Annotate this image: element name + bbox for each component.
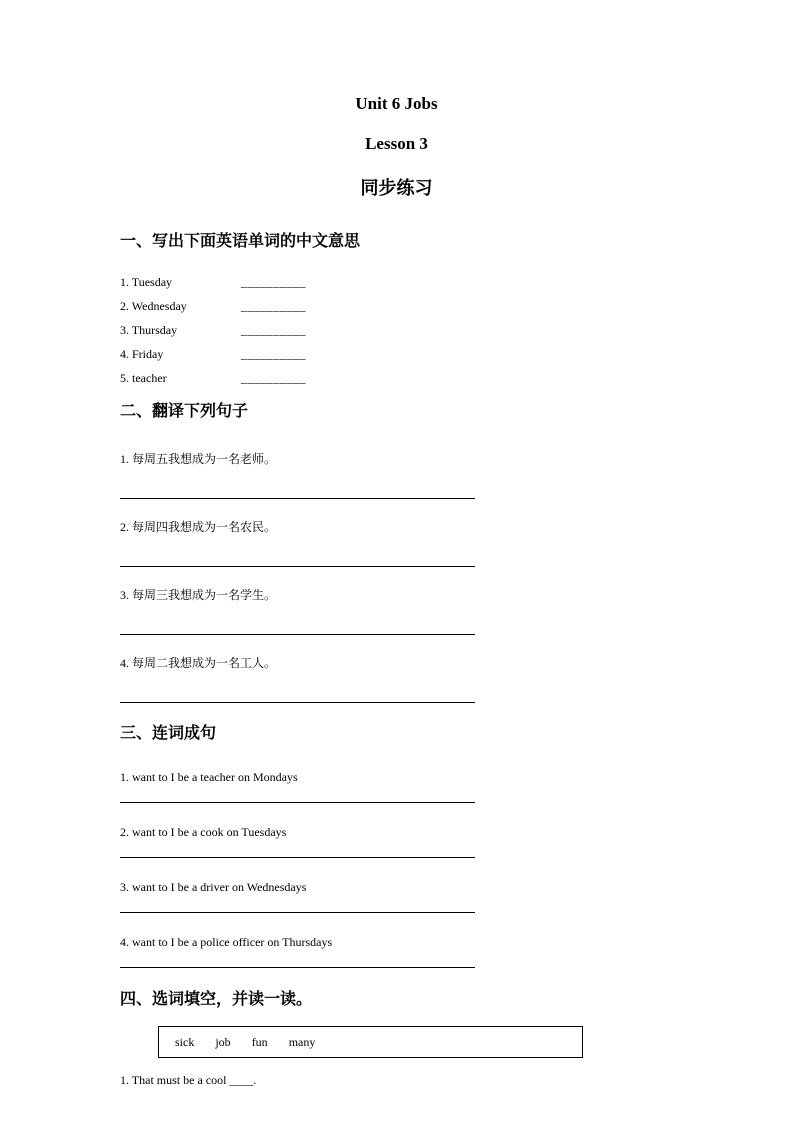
rearrange-sentence: 3. want to I be a driver on Wednesdays <box>120 880 307 894</box>
answer-blank: __________ <box>241 347 306 361</box>
rearrange-item <box>120 768 593 803</box>
rearrange-sentence: 2. want to I be a cook on Tuesdays <box>120 825 287 839</box>
answer-line <box>120 857 475 858</box>
translate-sentence: 4. 每周二我想成为一名工人。 <box>120 656 277 670</box>
document-subtitle: 同步练习 <box>360 178 433 198</box>
rearrange-item <box>120 823 593 858</box>
translate-sentence: 2. 每周四我想成为一名农民。 <box>120 520 277 534</box>
fill-question: 1. That must be a cool ____. <box>120 1073 257 1087</box>
translate-item <box>120 450 593 499</box>
word-bank-word: job <box>215 1035 231 1049</box>
vocab-item <box>120 270 593 294</box>
translate-sentence: 1. 每周五我想成为一名老师。 <box>120 452 277 466</box>
section-3-heading: 三、连词成句 <box>120 725 217 742</box>
answer-blank: __________ <box>241 299 306 313</box>
answer-blank: __________ <box>241 323 306 337</box>
answer-line <box>120 802 475 803</box>
translate-sentence: 3. 每周三我想成为一名学生。 <box>120 588 277 602</box>
vocab-list <box>120 270 593 390</box>
vocab-word: 3. Thursday <box>120 323 178 337</box>
translate-item <box>120 586 593 635</box>
vocab-item <box>120 366 593 390</box>
word-bank-word: many <box>288 1035 316 1049</box>
word-bank-word: fun <box>251 1035 268 1049</box>
answer-line <box>120 634 475 635</box>
translate-item <box>120 518 593 567</box>
answer-line <box>120 566 475 567</box>
answer-line <box>120 967 475 968</box>
vocab-item <box>120 294 593 318</box>
vocab-word: 1. Tuesday <box>120 275 173 289</box>
rearrange-item <box>120 878 593 913</box>
lesson-title: Lesson 3 <box>365 134 428 153</box>
word-bank-box <box>158 1026 583 1058</box>
rearrange-sentence: 1. want to I be a teacher on Mondays <box>120 770 298 784</box>
section-4-heading: 四、选词填空，并读一读。 <box>120 991 313 1008</box>
answer-blank: __________ <box>241 371 306 385</box>
vocab-item <box>120 318 593 342</box>
vocab-word: 2. Wednesday <box>120 299 187 313</box>
worksheet-content <box>120 230 593 1089</box>
answer-blank: __________ <box>241 275 306 289</box>
answer-line <box>120 912 475 913</box>
answer-line <box>120 498 475 499</box>
answer-line <box>120 702 475 703</box>
rearrange-sentence: 4. want to I be a police officer on Thursdays <box>120 935 333 949</box>
title-block <box>0 0 793 200</box>
vocab-word: 4. Friday <box>120 347 164 361</box>
rearrange-item <box>120 933 593 968</box>
section-1-heading: 一、写出下面英语单词的中文意思 <box>120 233 361 250</box>
word-bank-word: sick <box>175 1035 195 1049</box>
translate-item <box>120 654 593 703</box>
vocab-word: 5. teacher <box>120 371 167 385</box>
section-2-heading: 二、翻译下列句子 <box>120 403 249 420</box>
vocab-item <box>120 342 593 366</box>
document-title: Unit 6 Jobs <box>355 94 438 113</box>
